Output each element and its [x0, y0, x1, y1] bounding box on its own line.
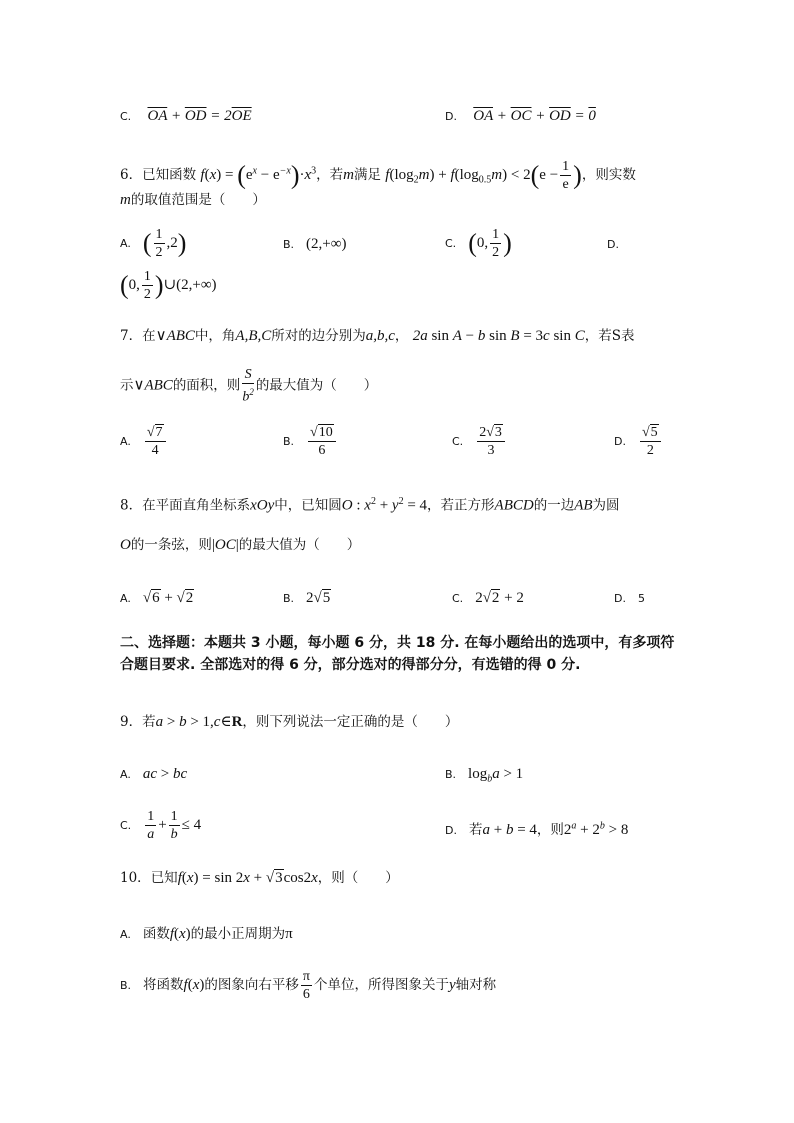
option-label: B. — [283, 238, 295, 251]
option-label: B. — [120, 979, 132, 992]
q8-option-b: B. 2√5 — [283, 590, 331, 606]
option-label: C. — [120, 819, 132, 832]
q8-text: 的最大值为（ ） — [238, 537, 361, 553]
q10-option-a: A. 函数f(x)的最小正周期为π — [120, 926, 293, 942]
q9-option-a: A. ac > bc — [120, 766, 188, 782]
option-label: D. — [614, 435, 626, 448]
q9-text: 若 — [142, 714, 156, 730]
q7-option-a: A. $\frac{√7}{4}$ — [120, 424, 168, 459]
q9-option-d: D. 若a + b = 4，则$2^a + 2^b > 8$ — [445, 820, 629, 838]
q6-option-c: C. (0, $\frac{1}{2}$ ) — [445, 227, 512, 260]
q10-option-b-text: 轴对称 — [455, 977, 497, 993]
q10-option-b-text: 个单位，所得图象关于 — [313, 977, 449, 993]
question-number: 9． — [120, 714, 143, 730]
option-label: D. — [445, 110, 457, 123]
q5-option-d-expr: $\overline{OA} + \overline{OC} + \overline{OD} = 0$ — [473, 108, 596, 124]
q9-stem: 9．若a > b > 1,c∈R，则下列说法一定正确的是（ ） — [120, 714, 459, 730]
q6-option-d-tail: ∪(2,+∞) — [163, 277, 217, 293]
q6-text: ，则实数 — [581, 167, 636, 183]
q6-stem-line2: m的取值范围是（ ） — [120, 192, 266, 208]
question-number: 7． — [120, 328, 143, 344]
q6-text: ，若 — [316, 167, 344, 183]
q10-option-b: B. 将函数f(x)的图象向右平移 $\frac{\pi}{6}$ 个单位，所得图象关于y轴对称 — [120, 969, 497, 1002]
q7-stem-line1: 7．在∨ABC中，角A,B,C所对的边分别为a,b,c， 2a sin A − b sin B = 3c sin C，若S表 — [120, 328, 635, 344]
q5-option-c-expr: $\overline{OA} + \overline{OD} = 2\overline{OE}$ — [147, 108, 252, 124]
q8-option-c: C. 2√2 + 2 — [452, 590, 524, 606]
q8-text: ，若正方形 — [427, 497, 495, 514]
q7-text: 在 — [142, 328, 156, 344]
q5-option-c — [120, 108, 252, 125]
q8-text: 的一边 — [533, 497, 575, 514]
q6-text: 的取值范围是（ ） — [130, 192, 266, 208]
option-label: D. — [614, 592, 626, 605]
option-label: C. — [120, 110, 132, 123]
q6-stem-line1: 6．已知函数 $f(x) = (e^x - e^{-x})\cdot x^3$，若m满足 $f(\log_2m) + f(\log_{0.5}m) < 2(e$ − $\frac{1}{e}$ )，则实数 — [120, 159, 636, 192]
q10-text: ，则（ ） — [317, 870, 399, 886]
q6-option-a: A. ( $\frac{1}{2}$ ,2) — [120, 227, 187, 260]
q8-text: 在平面直角坐标系 — [142, 497, 251, 514]
section-2-heading: 二、选择题：本题共 3 小题，每小题 6 分，共 18 分. 在每小题给出的选项中，有多项符合题目要求. 全部选对的得 6 分，部分选对的得部分分，有选错的得 0 分. — [120, 635, 675, 673]
q7-option-d: D. $\frac{√5}{2}$ — [614, 424, 663, 459]
q8-text: 的一条弦，则 — [130, 537, 212, 553]
q8-option-d-value: 5 — [637, 592, 645, 605]
q10-option-a-text: 函数 — [142, 926, 170, 942]
q7-stem-line2: 示∨ABC的面积，则 $\frac{S}{b^2}$ 的最大值为（ ） — [120, 367, 378, 405]
q8-text: 中，已知圆 — [274, 497, 342, 514]
q10-stem: 10．已知f(x) = sin 2x + √3cos2x，则（ ） — [120, 870, 399, 886]
q9-option-c: C. $\frac{1}{a}$ + $\frac{1}{b}$ ≤ 4 — [120, 809, 202, 842]
option-label: C. — [452, 435, 464, 448]
q8-text: 为圆 — [592, 497, 620, 514]
q5-option-d — [445, 108, 596, 125]
q9-text: ，则下列说法一定正确的是（ ） — [242, 714, 459, 730]
option-label: C. — [445, 237, 457, 250]
q10-text: 已知 — [150, 870, 178, 886]
question-number: 10． — [120, 870, 151, 886]
q8-stem-line1: 8．在平面直角坐标系xOy中，已知圆O : $x^2 + y^2 = 4$，若正方形ABCD的一边AB为圆 — [120, 496, 620, 514]
question-number: 6． — [120, 167, 143, 183]
q10-option-b-text: 将函数 — [143, 977, 184, 993]
option-label: A. — [120, 928, 131, 941]
q6-option-b — [283, 236, 346, 253]
q6-text: 已知函数 — [142, 167, 197, 183]
q10-option-a-text: 的最小正周期为 — [190, 926, 286, 942]
option-label: D. — [445, 824, 457, 837]
option-label: A. — [120, 592, 131, 605]
q9-option-d-text: ，则 — [536, 822, 564, 838]
q7-text: 中，角 — [194, 328, 236, 344]
q8-option-d — [614, 590, 657, 606]
q7-text: ，若S表 — [584, 328, 635, 344]
option-label: D. — [607, 238, 619, 251]
option-label: A. — [120, 237, 131, 250]
option-label: B. — [283, 592, 295, 605]
q7-option-b: B. $\frac{√10}{6}$ — [283, 424, 338, 459]
q6-option-d-label — [607, 236, 631, 252]
q7-option-c: C. $\frac{2√3}{3}$ — [452, 424, 507, 459]
option-label: A. — [120, 768, 131, 781]
q7-text: 所对的边分别为 — [271, 328, 366, 344]
option-label: A. — [120, 435, 131, 448]
option-label: B. — [283, 435, 295, 448]
option-label: C. — [452, 592, 464, 605]
q7-text: 的最大值为（ ） — [255, 377, 378, 394]
q8-stem-line2: O的一条弦，则|OC|的最大值为（ ） — [120, 537, 361, 553]
q7-text: 的面积，则 — [172, 377, 241, 394]
question-number: 8． — [120, 497, 143, 514]
q7-text: 示 — [120, 377, 134, 394]
option-label: B. — [445, 768, 457, 781]
q10-option-b-text: 的图象向右平移 — [204, 977, 299, 993]
q8-option-a: A. √6 + √2 — [120, 590, 194, 606]
q6-text: 满足 — [354, 167, 381, 183]
q6-function: f — [200, 167, 205, 183]
q6-option-d-expr: (0, $\frac{1}{2}$ )∪(2,+∞) — [120, 269, 217, 302]
q9-option-d-text: 若 — [468, 822, 483, 838]
q6-option-b-expr: (2,+∞) — [306, 236, 347, 252]
q9-option-b: B. $\log_ba > 1$ — [445, 766, 524, 785]
